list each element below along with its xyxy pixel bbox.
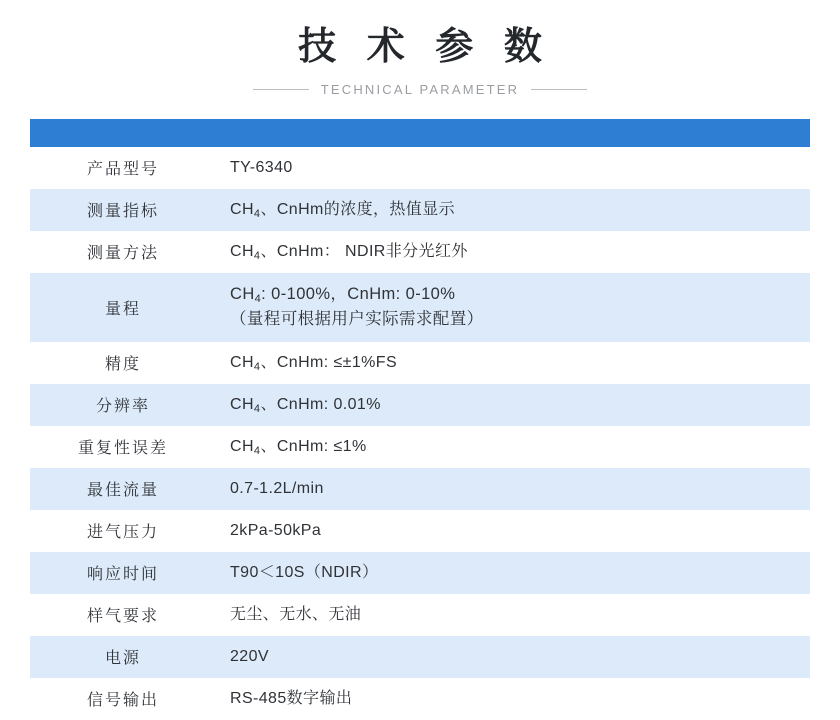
page-subtitle: TECHNICAL PARAMETER (320, 81, 520, 97)
row-value: 0.7-1.2L/min (216, 468, 810, 510)
table-row (30, 468, 810, 510)
spec-table-body (30, 119, 810, 720)
page-title: 技 术 参 数 (298, 26, 552, 68)
row-value: $CH_4$、CnHm: 0.01% (216, 384, 810, 426)
table-row (30, 384, 810, 426)
row-label: 重复性误差 (30, 426, 216, 468)
subtitle-row (0, 82, 840, 97)
row-value: $CH_4$、CnHm: ≤1% (216, 426, 810, 468)
row-label: 样气要求 (30, 594, 216, 636)
row-label: 分辨率 (30, 384, 216, 426)
table-row (30, 678, 810, 720)
row-value: RS-485数字输出 (216, 678, 810, 720)
page-header (0, 0, 840, 97)
row-value: $CH_4$、CnHm： NDIR非分光红外 (216, 231, 810, 273)
spec-table-wrapper (0, 119, 840, 720)
row-label: 最佳流量 (30, 468, 216, 510)
row-label: 精度 (30, 342, 216, 384)
divider-line-left (253, 89, 309, 90)
row-value-line2: （量程可根据用户实际需求配置） (230, 310, 484, 329)
table-row (30, 147, 810, 189)
spec-table (30, 119, 810, 720)
row-value: $CH_4$、CnHm的浓度，热值显示 (216, 189, 810, 231)
row-label: 测量指标 (30, 189, 216, 231)
table-header-bar-cell (30, 119, 810, 147)
row-label: 进气压力 (30, 510, 216, 552)
row-value-multiline (216, 273, 810, 342)
table-row (30, 231, 810, 273)
row-value: T90＜10S（NDIR） (216, 552, 810, 594)
table-header-bar (30, 119, 810, 147)
row-value: 220V (216, 636, 810, 678)
table-row (30, 510, 810, 552)
row-label: 响应时间 (30, 552, 216, 594)
divider-line-right (531, 89, 587, 90)
row-label: 电源 (30, 636, 216, 678)
table-row (30, 189, 810, 231)
table-row (30, 342, 810, 384)
row-value: $CH_4$、CnHm: ≤±1%FS (216, 342, 810, 384)
table-row (30, 552, 810, 594)
row-value: 无尘、无水、无油 (216, 594, 810, 636)
table-row (30, 594, 810, 636)
row-label: 信号输出 (30, 678, 216, 720)
table-row (30, 426, 810, 468)
table-row (30, 273, 810, 342)
row-label: 测量方法 (30, 231, 216, 273)
row-value: 2kPa-50kPa (216, 510, 810, 552)
row-label: 产品型号 (30, 147, 216, 189)
table-row (30, 636, 810, 678)
row-value-line1: $CH_4$: 0-100%，CnHm: 0-10% (230, 284, 456, 305)
row-value: TY-6340 (216, 147, 810, 189)
row-label: 量程 (30, 273, 216, 342)
